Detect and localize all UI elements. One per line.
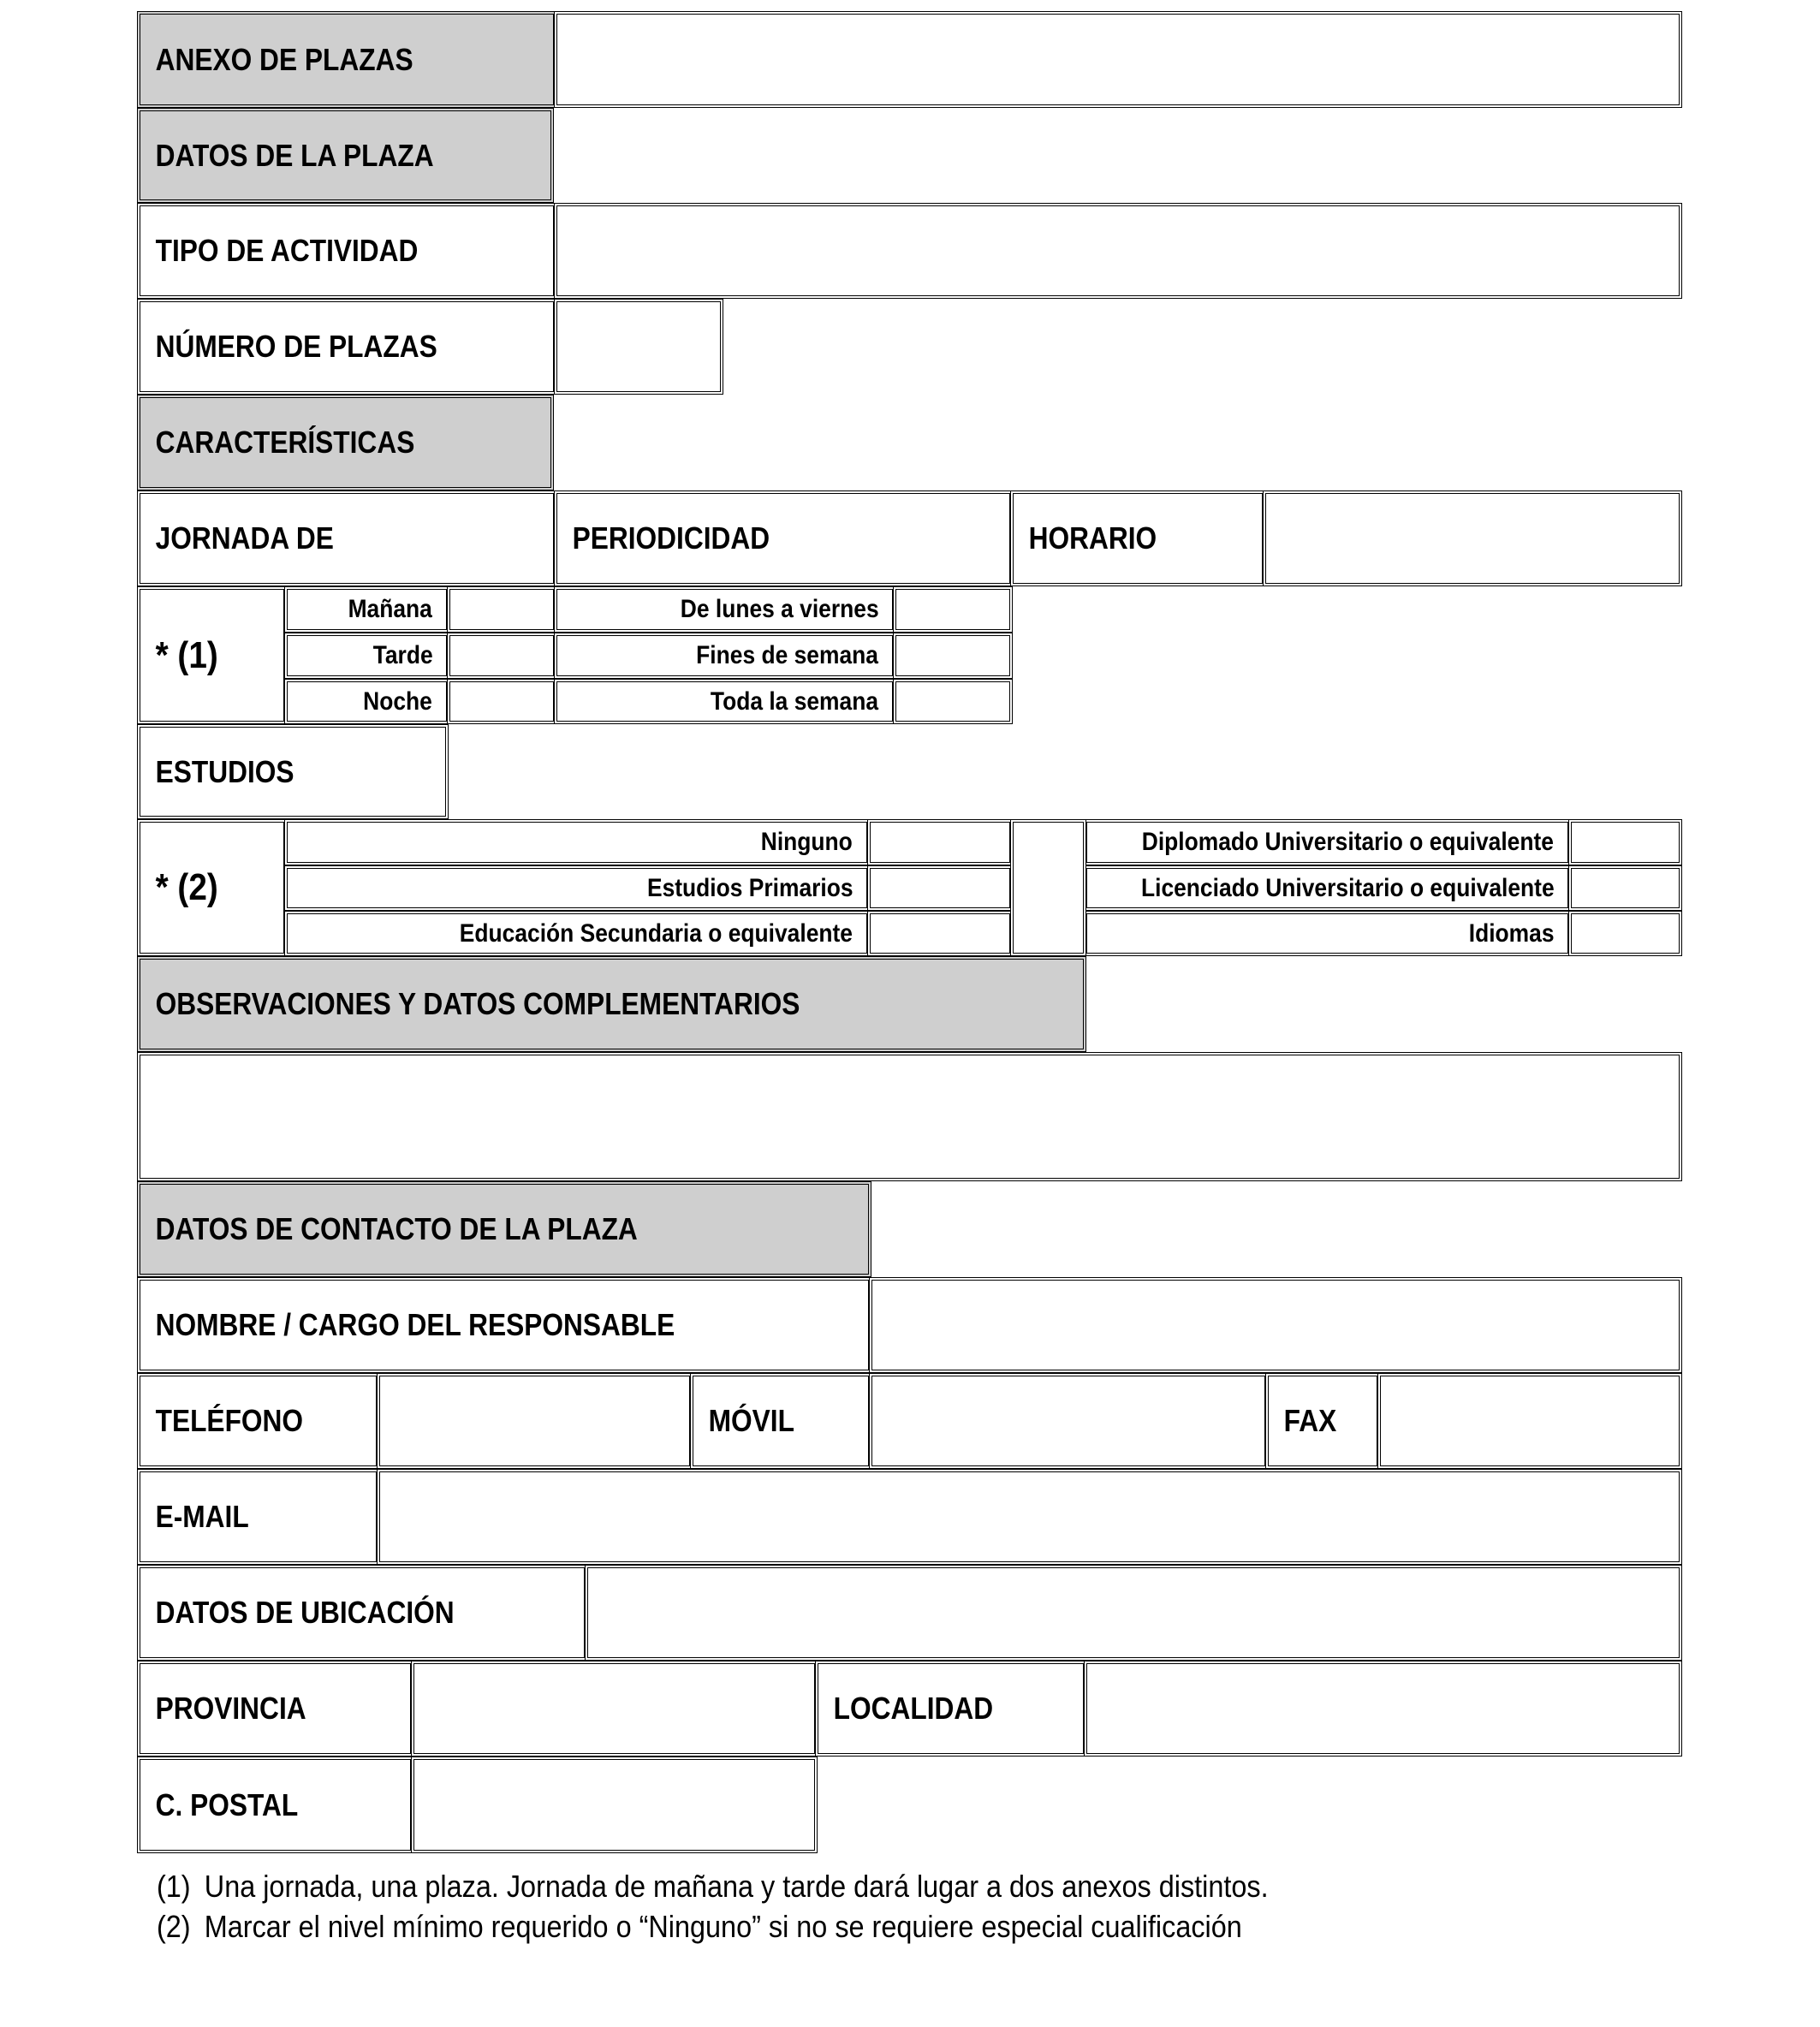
marker-1-cell — [137, 586, 287, 724]
responsable-label: NOMBRE / CARGO DEL RESPONSABLE — [155, 1307, 675, 1342]
provincia-label-cell — [137, 1661, 413, 1757]
ubicacion-label: DATOS DE UBICACIÓN — [155, 1595, 455, 1630]
estudios-diplomado-checkbox[interactable] — [1568, 819, 1682, 865]
periodicidad-fines-semana-checkbox[interactable] — [893, 633, 1013, 679]
observaciones-label: OBSERVACIONES Y DATOS COMPLEMENTARIOS — [155, 986, 800, 1021]
observaciones-label-cell — [137, 956, 1086, 1052]
estudios-option-diplomado: Diplomado Universitario o equivalente — [1141, 828, 1555, 856]
estudios-option-idiomas: Idiomas — [1468, 918, 1555, 948]
telefono-label-cell — [137, 1373, 379, 1469]
datos-plaza-label: DATOS DE LA PLAZA — [155, 137, 434, 173]
estudios-option-cell — [284, 865, 870, 911]
footnote-1-text: Una jornada, una plaza. Jornada de mañana y tarde dará lugar a dos anexos distintos. — [204, 1869, 1269, 1904]
marker-2-cell — [137, 819, 287, 956]
jornada-label: JORNADA DE — [155, 520, 334, 556]
horario-field[interactable] — [1263, 490, 1682, 586]
tipo-actividad-field[interactable] — [554, 203, 1682, 299]
footnote-1 — [157, 1869, 1269, 1905]
jornada-tarde-checkbox[interactable] — [447, 633, 556, 679]
cpostal-label: C. POSTAL — [155, 1786, 299, 1822]
responsable-label-cell — [137, 1277, 871, 1373]
localidad-label: LOCALIDAD — [833, 1691, 994, 1726]
marker-2: * (2) — [155, 866, 218, 908]
periodicidad-option-toda-semana: Toda la semana — [711, 687, 879, 716]
estudios-licenciado-checkbox[interactable] — [1568, 865, 1682, 911]
estudios-option-cell — [1084, 911, 1571, 956]
estudios-option-cell — [1084, 865, 1571, 911]
periodicidad-label: PERIODICIDAD — [572, 520, 770, 556]
estudios-option-cell — [284, 911, 870, 956]
estudios-label: ESTUDIOS — [155, 753, 294, 789]
jornada-option-cell — [284, 679, 449, 724]
email-label: E-MAIL — [155, 1499, 249, 1534]
anexo-label-cell — [137, 11, 556, 108]
estudios-option-ninguno: Ninguno — [761, 828, 853, 856]
telefono-label: TELÉFONO — [155, 1403, 304, 1438]
estudios-option-primarios: Estudios Primarios — [646, 873, 853, 902]
jornada-option-manana: Mañana — [348, 595, 433, 623]
email-label-cell — [137, 1469, 379, 1565]
footnote-2-number: (2) — [157, 1909, 191, 1944]
numero-plazas-label: NÚMERO DE PLAZAS — [155, 329, 437, 364]
provincia-label: PROVINCIA — [155, 1691, 306, 1726]
horario-label: HORARIO — [1028, 520, 1157, 556]
estudios-option-cell — [1084, 819, 1571, 865]
estudios-option-secundaria: Educación Secundaria o equivalente — [459, 918, 853, 948]
jornada-option-noche: Noche — [363, 687, 433, 716]
periodicidad-option-cell — [554, 633, 895, 679]
numero-plazas-field[interactable] — [554, 299, 723, 395]
estudios-option-cell — [284, 819, 870, 865]
horario-label-cell — [1010, 490, 1265, 586]
fax-field[interactable] — [1377, 1373, 1682, 1469]
periodicidad-lunes-viernes-checkbox[interactable] — [893, 586, 1013, 633]
contacto-label-cell — [137, 1181, 871, 1277]
ubicacion-label-cell — [137, 1565, 587, 1661]
estudios-spacer-cell — [1010, 819, 1086, 956]
estudios-primarios-checkbox[interactable] — [867, 865, 1013, 911]
estudios-label-cell — [137, 724, 449, 819]
fax-label-cell — [1265, 1373, 1380, 1469]
cpostal-label-cell — [137, 1757, 413, 1853]
jornada-manana-checkbox[interactable] — [447, 586, 556, 633]
anexo-label: ANEXO DE PLAZAS — [155, 41, 413, 77]
caracteristicas-label-cell — [137, 395, 554, 490]
tipo-actividad-label-cell — [137, 203, 556, 299]
anexo-value-field[interactable] — [554, 11, 1682, 108]
fax-label: FAX — [1283, 1403, 1337, 1438]
datos-plaza-label-cell — [137, 108, 554, 203]
periodicidad-toda-semana-checkbox[interactable] — [893, 679, 1013, 724]
marker-1: * (1) — [155, 633, 218, 676]
ubicacion-field[interactable] — [585, 1565, 1682, 1661]
email-field[interactable] — [377, 1469, 1682, 1565]
footnote-2 — [157, 1909, 1242, 1945]
footnote-1-number: (1) — [157, 1869, 191, 1904]
jornada-header-cell — [137, 490, 556, 586]
footnote-2-text: Marcar el nivel mínimo requerido o “Ninguno” si no se requiere especial cualificación — [204, 1909, 1242, 1944]
estudios-secundaria-checkbox[interactable] — [867, 911, 1013, 956]
movil-label: MÓVIL — [708, 1403, 794, 1438]
jornada-noche-checkbox[interactable] — [447, 679, 556, 724]
telefono-field[interactable] — [377, 1373, 693, 1469]
periodicidad-option-fines-semana: Fines de semana — [696, 641, 879, 669]
periodicidad-option-lunes-viernes: De lunes a viernes — [680, 595, 879, 623]
jornada-option-cell — [284, 633, 449, 679]
observaciones-field[interactable] — [137, 1052, 1682, 1181]
responsable-field[interactable] — [869, 1277, 1682, 1373]
movil-field[interactable] — [869, 1373, 1268, 1469]
jornada-option-cell — [284, 586, 449, 633]
estudios-ninguno-checkbox[interactable] — [867, 819, 1013, 865]
periodicidad-header-cell — [554, 490, 1013, 586]
periodicidad-option-cell — [554, 586, 895, 633]
provincia-field[interactable] — [411, 1661, 818, 1757]
periodicidad-option-cell — [554, 679, 895, 724]
cpostal-field[interactable] — [411, 1757, 818, 1853]
localidad-field[interactable] — [1084, 1661, 1682, 1757]
estudios-option-licenciado: Licenciado Universitario o equivalente — [1140, 873, 1555, 902]
numero-plazas-label-cell — [137, 299, 556, 395]
movil-label-cell — [690, 1373, 871, 1469]
contacto-label: DATOS DE CONTACTO DE LA PLAZA — [155, 1211, 638, 1246]
caracteristicas-label: CARACTERÍSTICAS — [155, 425, 415, 460]
estudios-idiomas-checkbox[interactable] — [1568, 911, 1682, 956]
tipo-actividad-label: TIPO DE ACTIVIDAD — [155, 233, 419, 268]
localidad-label-cell — [815, 1661, 1086, 1757]
jornada-option-tarde: Tarde — [372, 641, 433, 669]
